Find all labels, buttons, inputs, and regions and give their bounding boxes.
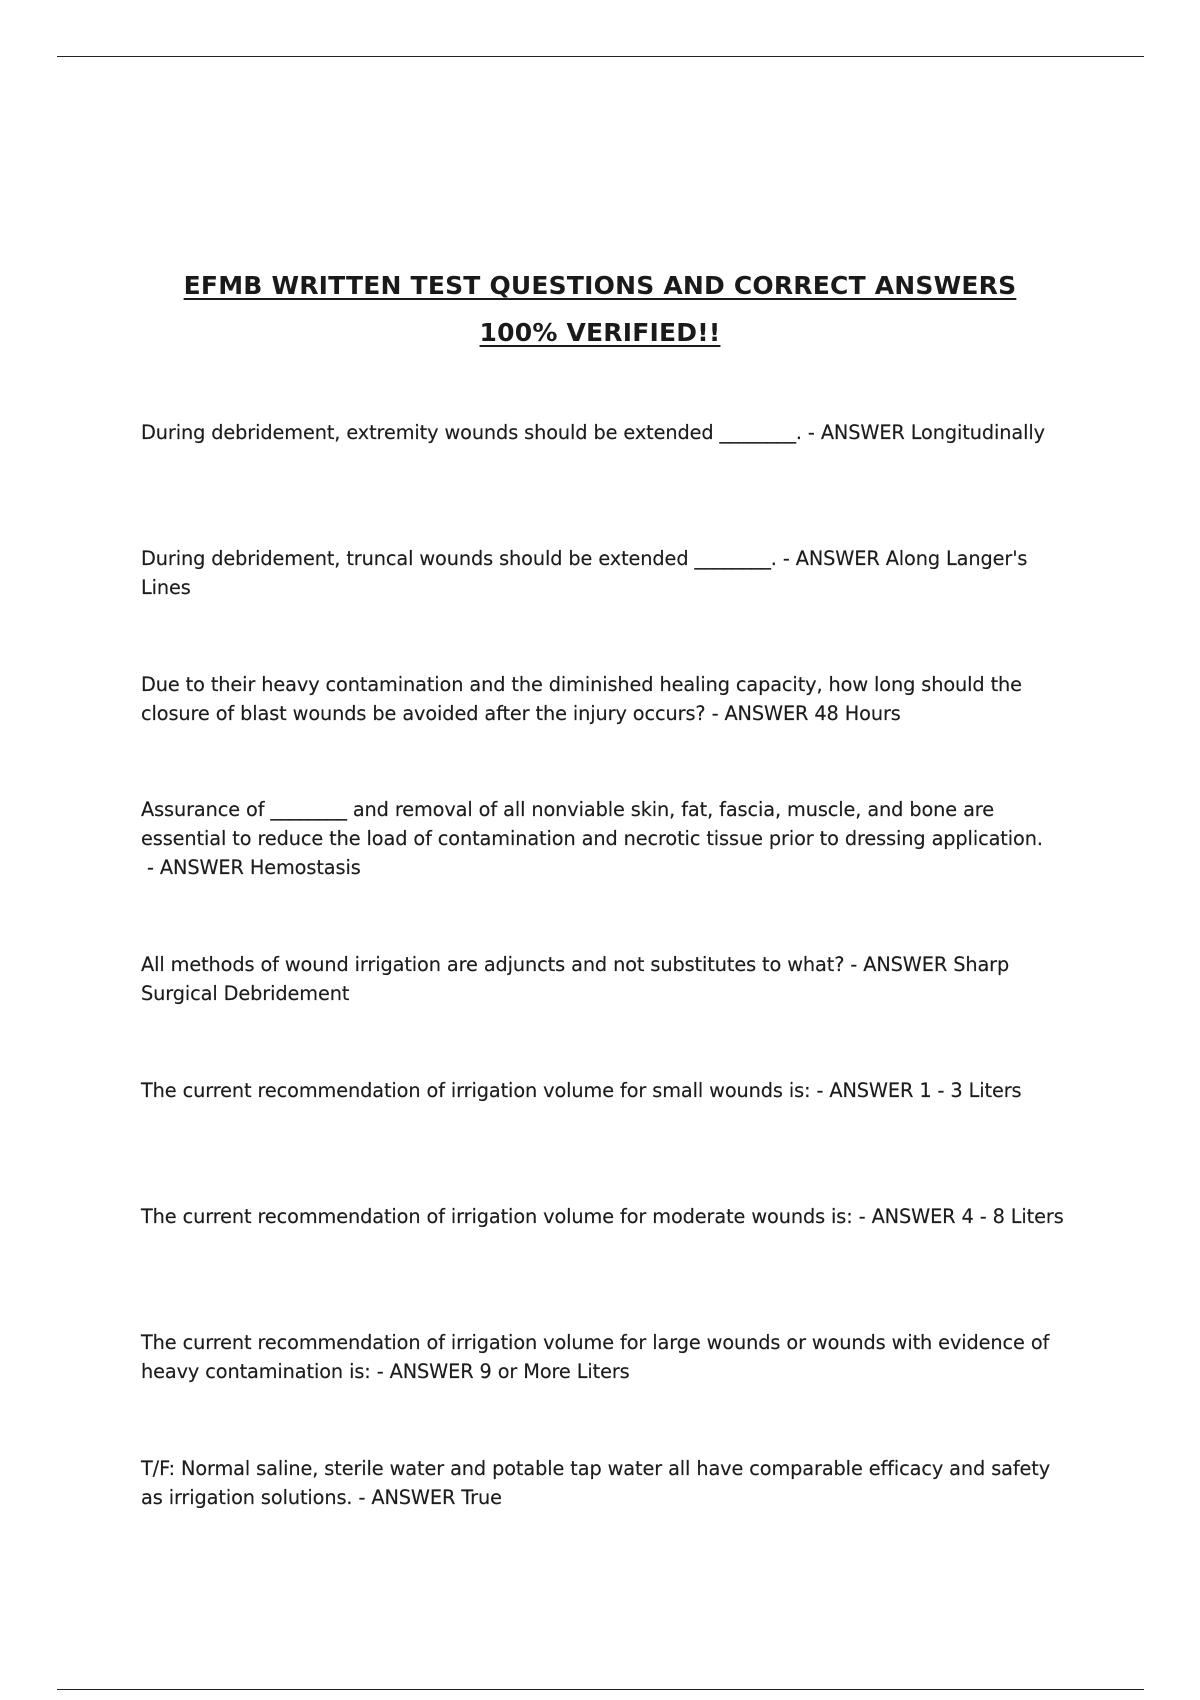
question-text: Due to their heavy contamination and the diminished healing capacity, how long should the closure of blast wounds be avoided after the injury occurs? <box>141 673 1022 725</box>
answer-text: 9 or More Liters <box>479 1360 630 1383</box>
qa-item <box>141 950 1071 1008</box>
question-text: T/F: Normal saline, sterile water and potable tap water all have comparable efficacy and safety as irrigation solutions. <box>141 1457 1051 1509</box>
answer-label: - ANSWER <box>801 421 911 444</box>
qa-item <box>141 544 1071 602</box>
qa-item <box>141 670 1071 728</box>
qa-item <box>141 1454 1071 1512</box>
page-bottom-rule <box>57 1689 1144 1690</box>
answer-label: - ANSWER <box>844 953 954 976</box>
document-title <box>100 262 1100 356</box>
question-text: During debridement, truncal wounds should be extended ________. <box>141 547 777 570</box>
question-text: Assurance of ________ and removal of all nonviable skin, fat, fascia, muscle, and bone are essential to reduce the load of contamination and necrotic tissue prior to dressing application. <box>141 798 1043 850</box>
qa-item <box>141 1202 1071 1231</box>
qa-item <box>141 1328 1071 1386</box>
answer-label: - ANSWER <box>852 1205 962 1228</box>
answer-text: Hemostasis <box>249 856 361 879</box>
qa-item <box>141 795 1071 882</box>
answer-label: - ANSWER <box>352 1486 462 1509</box>
question-text: The current recommendation of irrigation volume for moderate wounds is: <box>141 1205 853 1228</box>
page-top-rule <box>57 56 1144 57</box>
answer-text: 48 Hours <box>814 702 901 725</box>
answer-text: Along Langer's Lines <box>141 547 1028 599</box>
answer-label: - ANSWER <box>776 547 886 570</box>
qa-item <box>141 418 1071 447</box>
title-line-1: EFMB WRITTEN TEST QUESTIONS AND CORRECT ANSWERS <box>183 271 1017 300</box>
title-line-2: 100% VERIFIED!! <box>479 318 721 347</box>
question-text: All methods of wound irrigation are adjuncts and not substitutes to what? <box>141 953 845 976</box>
qa-item <box>141 1076 1071 1105</box>
answer-text: True <box>461 1486 502 1509</box>
answer-text: 4 - 8 Liters <box>961 1205 1064 1228</box>
answer-label: - ANSWER <box>705 702 815 725</box>
answer-text: Sharp Surgical Debridement <box>141 953 1010 1005</box>
question-text: During debridement, extremity wounds should be extended ________. <box>141 421 802 444</box>
answer-label: - ANSWER <box>810 1079 920 1102</box>
answer-label: - ANSWER <box>141 856 250 879</box>
answer-label: - ANSWER <box>370 1360 480 1383</box>
answer-text: 1 - 3 Liters <box>919 1079 1022 1102</box>
question-text: The current recommendation of irrigation volume for small wounds is: <box>141 1079 811 1102</box>
question-text: The current recommendation of irrigation volume for large wounds or wounds with evidence of heavy contamination is: <box>141 1331 1050 1383</box>
answer-text: Longitudinally <box>910 421 1045 444</box>
